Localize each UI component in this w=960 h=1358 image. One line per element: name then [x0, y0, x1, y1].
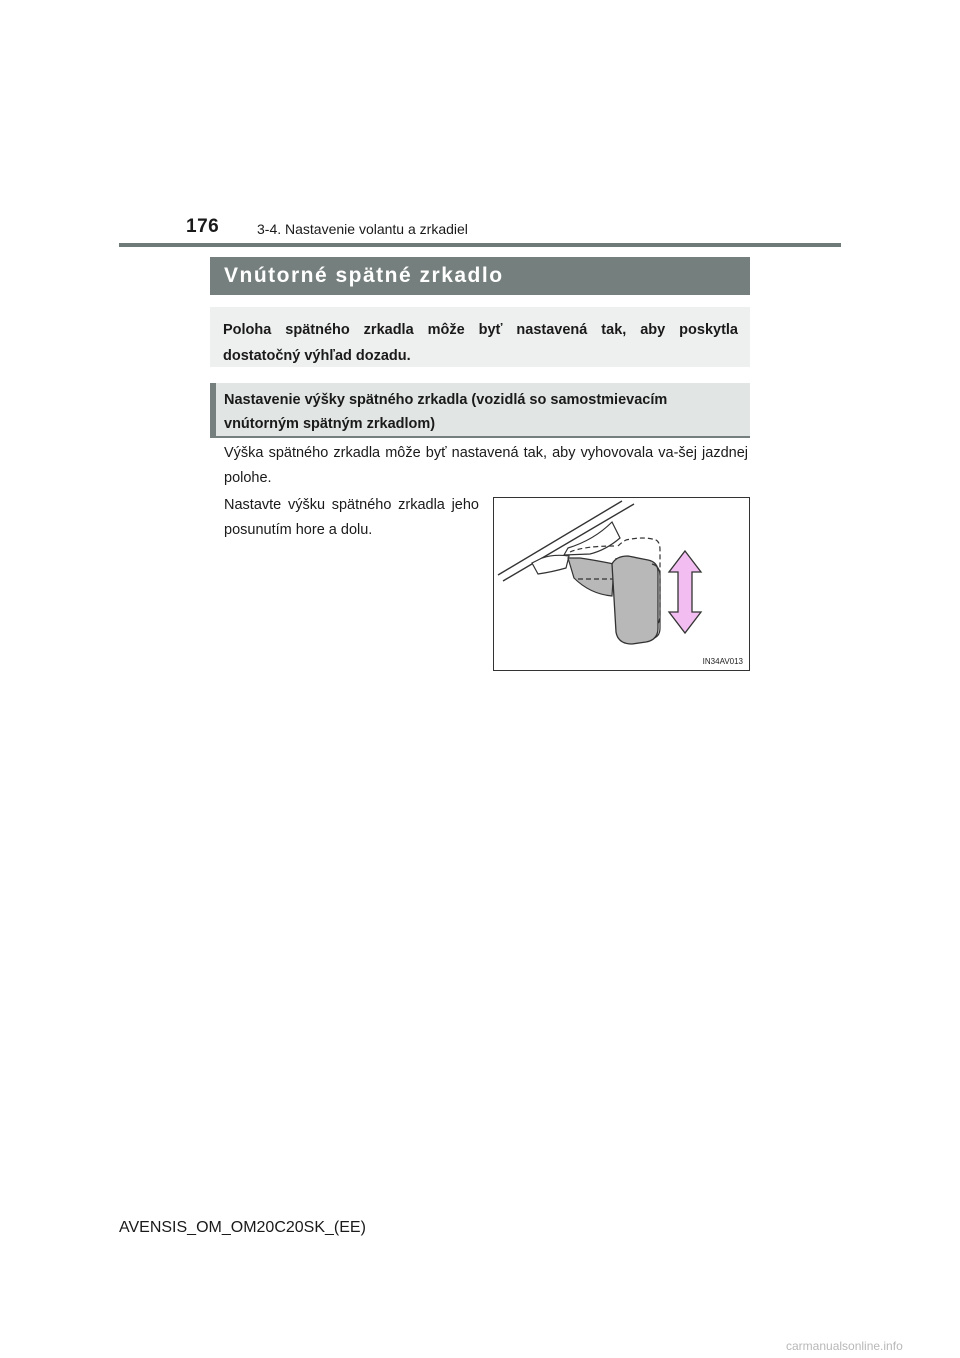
- figure-code: IN34AV013: [702, 657, 743, 666]
- mirror-drawing: [494, 498, 749, 670]
- mirror-mount: [532, 555, 569, 574]
- up-down-arrow: [669, 551, 701, 633]
- mirror-illustration: [493, 497, 750, 671]
- mirror-arm: [568, 558, 614, 596]
- body-paragraph-1: Výška spätného zrkadla môže byť nastavená tak, aby vyhovovala va-šej jazdnej polohe.: [224, 445, 748, 486]
- subsection-title: Nastavenie výšky spätného zrkadla (vozidlá so samostmievacím vnútorným spätným zrkadlom): [224, 392, 668, 432]
- subsection-rule: [210, 436, 750, 438]
- intro-box: [210, 307, 750, 367]
- page-number: 176: [186, 216, 220, 237]
- footer-document-code: AVENSIS_OM_OM20C20SK_(EE): [119, 1219, 366, 1236]
- watermark: carmanualsonline.info: [786, 1339, 903, 1353]
- intro-text: Poloha spätného zrkadla môže byť nastavená tak, aby poskytla dostatočný výhľad dozadu.: [223, 322, 738, 364]
- sensor-cover: [564, 522, 620, 555]
- section-banner: [210, 257, 750, 295]
- body-paragraph-2: Nastavte výšku spätného zrkadla jeho posunutím hore a dolu.: [224, 497, 479, 538]
- mirror-body: [612, 556, 658, 644]
- running-header: 3-4. Nastavenie volantu a zrkadiel: [257, 221, 468, 237]
- subsection-box: [210, 383, 750, 436]
- header-rule: [119, 243, 841, 247]
- section-title: Vnútorné spätné zrkadlo: [224, 264, 504, 287]
